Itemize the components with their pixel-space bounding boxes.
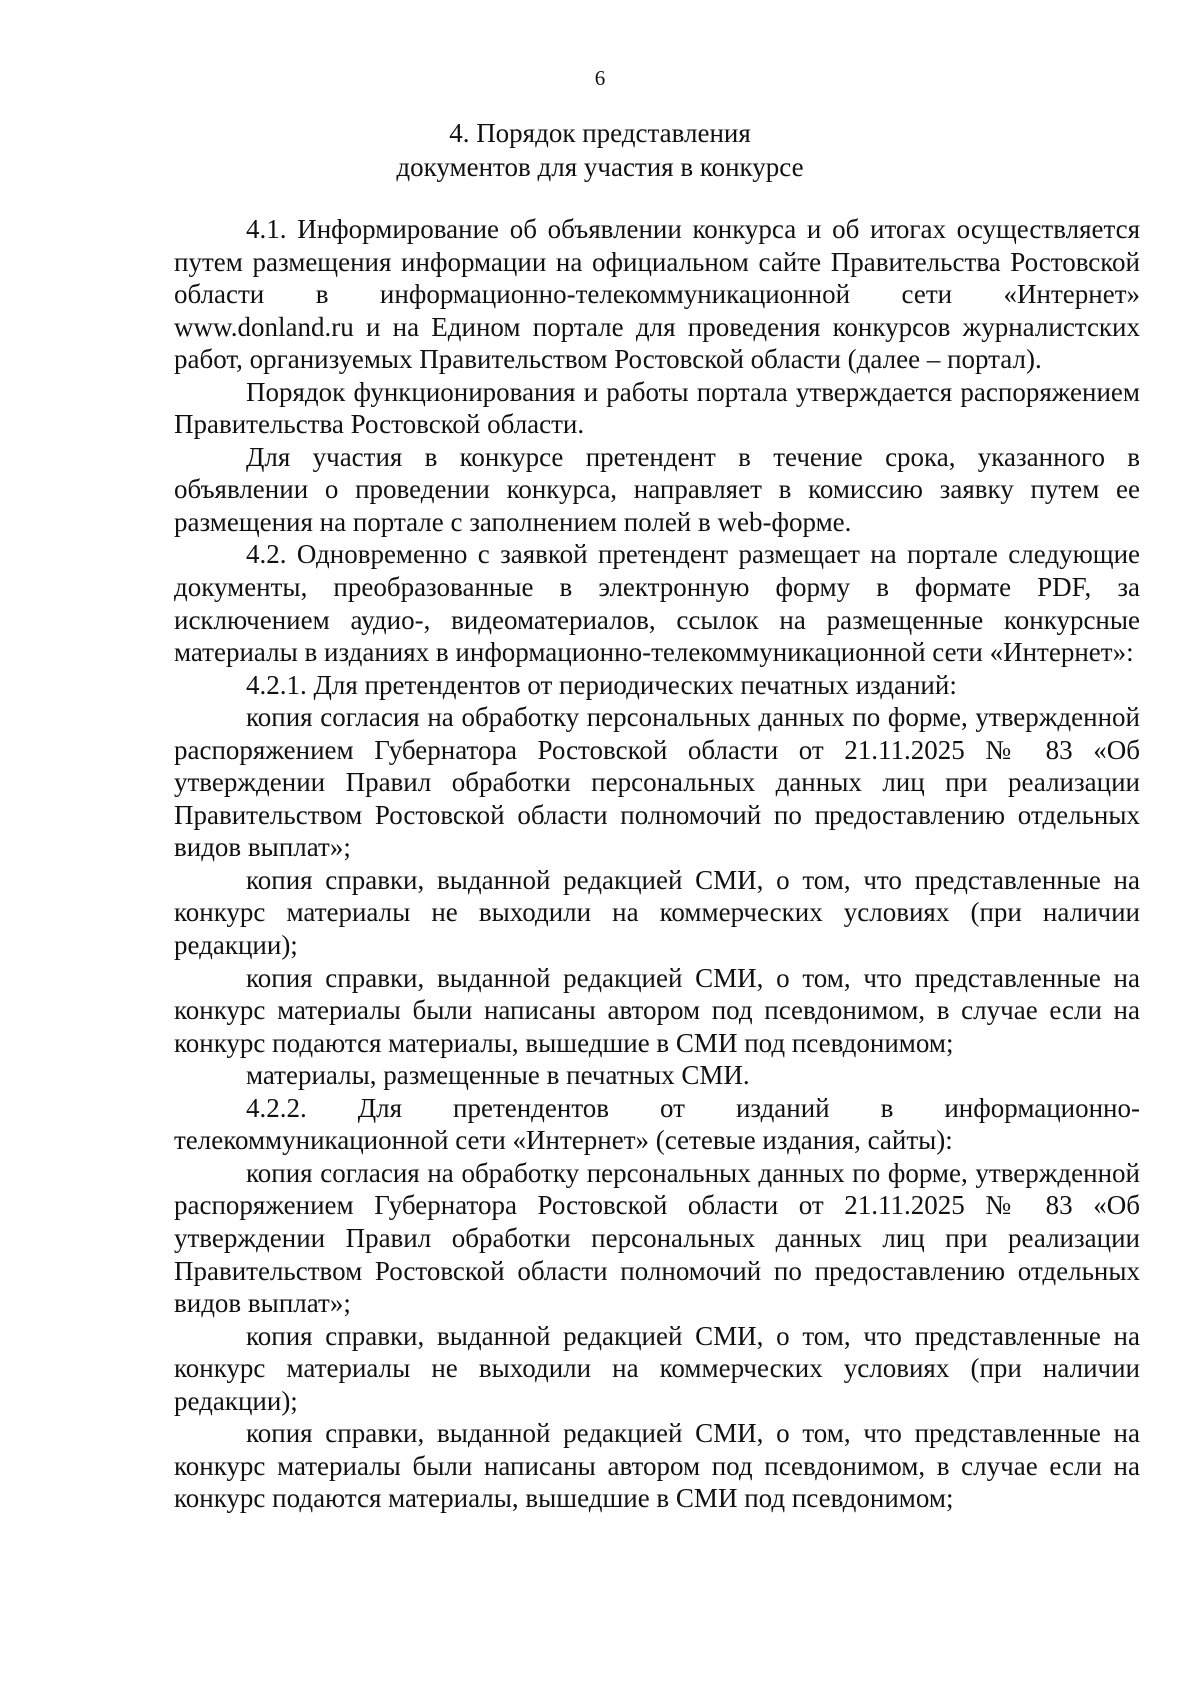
paragraph-4-2: 4.2. Одновременно с заявкой претендент размещает на портале следующие документы, преобразованные в электронную форму в формате PDF, за исключением аудио-, видеоматериалов, ссылок на размещенные конкурсные материалы в изданиях в информационно-телекоммуникационной сети «Интернет»: <box>174 539 1140 668</box>
paragraph-4-2-2: 4.2.2. Для претендентов от изданий в информационно-телекоммуникационной сети «Интернет» (сетевые издания, сайты): <box>174 1092 1140 1156</box>
list-item-pseudonym-certificate-online: копия справки, выданной редакцией СМИ, о том, что представленные на конкурс материалы были написаны автором под псевдонимом, в случае если на конкурс подаются материалы, вышедшие в СМИ под псевдонимом; <box>174 1418 1140 1514</box>
page-number: 6 <box>594 66 606 90</box>
section-heading <box>160 116 1040 184</box>
list-item-commercial-certificate-print: копия справки, выданной редакцией СМИ, о том, что представленные на конкурс материалы не выходили на коммерческих условиях (при наличии редакции); <box>174 864 1140 961</box>
paragraph-4-2-1: 4.2.1. Для претендентов от периодических печатных изданий: <box>246 669 957 700</box>
paragraph-participation: Для участия в конкурсе претендент в течение срока, указанного в объявлении о проведении конкурса, направляет в комиссию заявку путем ее размещения на портале с заполнением полей в web-форме. <box>174 441 1140 537</box>
document-body <box>174 213 1140 1515</box>
list-item-print-materials: материалы, размещенные в печатных СМИ. <box>246 1060 750 1091</box>
section-heading-line-1: 4. Порядок представления <box>449 118 751 148</box>
list-item-commercial-certificate-online: копия справки, выданной редакцией СМИ, о том, что представленные на конкурс материалы не выходили на коммерческих условиях (при наличии редакции); <box>174 1320 1140 1416</box>
section-heading-line-2: документов для участия в конкурсе <box>396 152 804 182</box>
paragraph-4-1: 4.1. Информирование об объявлении конкурса и об итогах осуществляется путем размещения информации на официальном сайте Правительства Ростовской области в информационно-телекоммуникационной сети «Интернет» www.donland.ru и на Едином портале для проведения конкурсов журналистских работ, организуемых Правительством Ростовской области (далее – портал). <box>174 214 1140 375</box>
list-item-consent-copy-online: копия согласия на обработку персональных данных по форме, утвержденной распоряжением Губернатора Ростовской области от 21.11.2025 № 83 «Об утверждении Правил обработки персональных данных лиц при реализации Правительством Ростовской области полномочий по предоставлению отдельных видов выплат»; <box>174 1157 1140 1319</box>
list-item-pseudonym-certificate-print: копия справки, выданной редакцией СМИ, о том, что представленные на конкурс материалы были написаны автором под псевдонимом, в случае если на конкурс подаются материалы, вышедшие в СМИ под псевдонимом; <box>174 962 1140 1058</box>
list-item-consent-copy-print: копия согласия на обработку персональных данных по форме, утвержденной распоряжением Губернатора Ростовской области от 21.11.2025 № 83 «Об утверждении Правил обработки персональных данных лиц при реализации Правительством Ростовской области полномочий по предоставлению отдельных видов выплат»; <box>174 702 1140 863</box>
paragraph-portal-order: Порядок функционирования и работы портала утверждается распоряжением Правительства Ростовской области. <box>174 376 1140 440</box>
